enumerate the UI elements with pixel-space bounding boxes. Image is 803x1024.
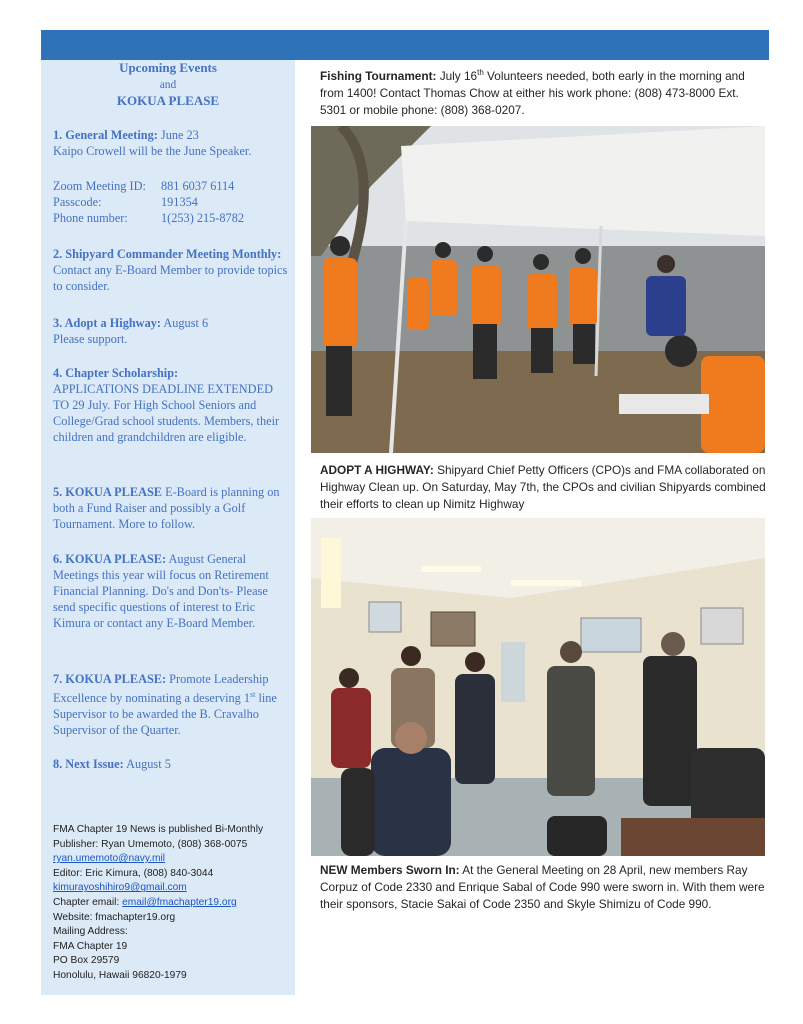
event-text: August 5 <box>126 757 171 771</box>
event-text: Contact any E-Board Member to provide topics to consider. <box>53 263 288 293</box>
event-sup: st <box>250 690 256 699</box>
zoom-details <box>53 178 289 226</box>
event-text: August 6 <box>163 316 209 330</box>
event-commander-meeting <box>53 246 289 294</box>
heading-line-1: Upcoming Events <box>119 60 217 75</box>
event-next-issue <box>53 756 289 772</box>
new-members-paragraph <box>320 862 766 914</box>
pub-publisher: Publisher: Ryan Umemoto, (808) 368-0075 <box>53 838 248 850</box>
fishing-tournament-paragraph <box>320 64 766 120</box>
event-title: 2. Shipyard Commander Meeting Monthly: <box>53 247 282 261</box>
publication-info <box>53 823 293 984</box>
publisher-email-link[interactable]: ryan.umemoto@navy.mil <box>53 853 166 865</box>
event-title: 4. Chapter Scholarship: <box>53 366 179 380</box>
event-text-b: line Supervisor to be awarded the B. Cravalho Supervisor of the Quarter. <box>53 691 277 738</box>
members-text: At the General Meeting on 28 April, new members Ray Corpuz of Code 2330 and Enrique Sabal of Code 990 were sworn in. With them were their sponsors, Stacie Sakai of Code 2350 and Skyle Shimizu of Code 990. <box>320 863 765 912</box>
event-fund-raiser <box>53 484 289 532</box>
fishing-text-b: Volunteers needed, both early in the morning and from 1400! Contact Thomas Chow at either his work phone: (808) 473-8000 Ext. 5301 or mobile phone: (808) 368-0207. <box>320 68 745 118</box>
editor-email-link[interactable]: kimurayoshihiro9@gmail.com <box>53 882 187 894</box>
adopt-highway-paragraph <box>320 462 766 514</box>
event-text-2: Please support. <box>53 332 128 346</box>
pub-address-1: FMA Chapter 19 <box>53 940 128 952</box>
phone-label: Phone number: <box>53 211 128 225</box>
fishing-title: Fishing Tournament: <box>320 68 437 83</box>
top-banner <box>41 30 769 60</box>
pub-address-2: PO Box 29579 <box>53 955 120 967</box>
event-title: 3. Adopt a Highway: <box>53 316 161 330</box>
highway-title: ADOPT A HIGHWAY: <box>320 463 434 477</box>
highway-text: Shipyard Chief Petty Officers (CPO)s and FMA collaborated on Highway Clean up. On Saturday, May 7th, the CPOs and civilian Shipyards combined their efforts to clean up Nimitz Highway <box>320 463 766 512</box>
event-text: E-Board is planning on both a Fund Raiser and possibly a Golf Tournament. More to follow. <box>53 485 280 531</box>
pub-address-3: Honolulu, Hawaii 96820-1979 <box>53 969 187 981</box>
event-supervisor-award <box>53 671 289 738</box>
event-adopt-highway <box>53 315 289 347</box>
phone-row <box>53 210 289 226</box>
event-title: 1. General Meeting: <box>53 128 158 142</box>
passcode-label: Passcode: <box>53 195 102 209</box>
event-title: 8. Next Issue: <box>53 757 124 771</box>
pub-mailing-label: Mailing Address: <box>53 926 128 938</box>
passcode-value: 191354 <box>161 195 198 209</box>
pub-website: Website: fmachapter19.org <box>53 911 176 923</box>
chapter-email-link[interactable]: email@fmachapter19.org <box>122 896 237 908</box>
chapter-email-label: Chapter email: <box>53 896 123 908</box>
sidebar-heading <box>45 60 291 110</box>
fishing-text-a: July 16 <box>436 68 478 83</box>
heading-line-3: KOKUA PLEASE <box>116 93 220 108</box>
fishing-sup: th <box>477 68 484 77</box>
zoom-id-label: Zoom Meeting ID: <box>53 179 146 193</box>
passcode-row <box>53 194 289 210</box>
event-text-a: Promote Leadership Excellence by nominating a deserving 1 <box>53 672 269 706</box>
event-scholarship <box>53 365 289 445</box>
event-text: APPLICATIONS DEADLINE EXTENDED TO 29 July. For High School Seniors and College/Grad school students. Members, their children and grandchildren are eligible. <box>53 382 280 444</box>
pub-editor: Editor: Eric Kimura, (808) 840-3044 <box>53 867 214 879</box>
zoom-id-value: 881 6037 6114 <box>161 179 235 193</box>
event-text: June 23 <box>160 128 199 142</box>
event-title: 5. KOKUA PLEASE <box>53 485 162 499</box>
pub-line-1: FMA Chapter 19 News is published Bi-Monthly <box>53 824 264 835</box>
event-financial-planning <box>53 551 289 631</box>
general-meeting-photo <box>311 518 765 856</box>
highway-cleanup-photo <box>311 126 765 453</box>
members-title: NEW Members Sworn In: <box>320 863 460 877</box>
event-title: 6. KOKUA PLEASE: <box>53 552 167 566</box>
event-title: 7. KOKUA PLEASE: <box>53 672 167 686</box>
event-text: August General Meetings this year will focus on Retirement Financial Planning. Do's and Don'ts- Please send specific questions of interest to Eric Kimura or contact any E-Board Member. <box>53 552 269 630</box>
event-text-2: Kaipo Crowell will be the June Speaker. <box>53 144 252 158</box>
zoom-id-row <box>53 178 289 194</box>
heading-line-2: and <box>159 78 177 91</box>
phone-value: 1(253) 215-8782 <box>161 211 244 225</box>
event-general-meeting <box>53 127 289 159</box>
